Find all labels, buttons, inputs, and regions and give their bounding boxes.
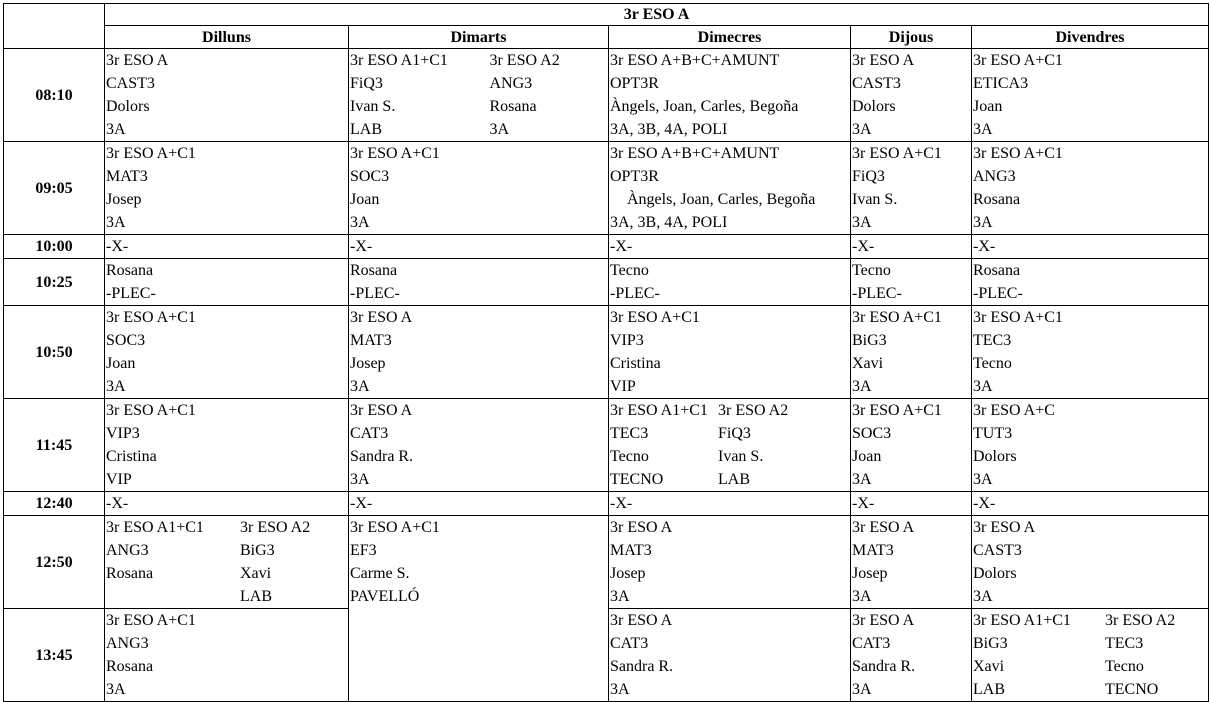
- lesson-teacher: Àngels, Joan, Carles, Begoña: [610, 98, 799, 115]
- timetable-row: [4, 492, 1209, 516]
- lesson-subject: SOC3: [852, 425, 892, 442]
- lesson-teacher: Cristina: [106, 448, 157, 465]
- lesson-room: 3A: [852, 378, 872, 395]
- lesson-cell-dimecres: [609, 399, 851, 492]
- time-slot-label: 10:50: [4, 306, 105, 399]
- lesson-cell-dimecres: [609, 516, 851, 609]
- group-title: 3r ESO A: [105, 4, 1209, 26]
- lesson-subject: CAT3: [852, 635, 891, 652]
- lesson-teacher: Sandra R.: [610, 658, 674, 675]
- lesson-group-name: 3r ESO A1+C1: [973, 612, 1071, 629]
- lesson-group-name: -X-: [106, 238, 129, 255]
- lesson-subject: -PLEC-: [973, 285, 1023, 302]
- lesson-room: 3A: [106, 681, 126, 698]
- time-slot-label: 11:45: [4, 399, 105, 492]
- lesson-group-name: 3r ESO A: [610, 612, 673, 629]
- lesson-teacher: Sandra R.: [350, 448, 414, 465]
- lesson-teacher: Josep: [610, 565, 646, 582]
- lesson-group-name: Tecno: [852, 262, 891, 279]
- lesson-group-name: 3r ESO A+C1: [106, 402, 196, 419]
- lesson-group: [1104, 609, 1207, 701]
- lesson-group: [349, 49, 488, 141]
- lesson-cell-dilluns: [105, 609, 349, 702]
- lesson-room: 3A: [106, 214, 126, 231]
- timetable-row: [4, 142, 1209, 235]
- lesson-subject: CAT3: [350, 425, 389, 442]
- lesson-cell-dimecres: [609, 609, 851, 702]
- corner-cell: [4, 4, 105, 49]
- lesson-group-name: 3r ESO A+C1: [973, 309, 1063, 326]
- lesson-teacher: Josep: [350, 355, 386, 372]
- lesson-cell-dimecres: [609, 306, 851, 399]
- lesson-subject: ETICA3: [973, 75, 1029, 92]
- lesson-room: 3A: [973, 378, 993, 395]
- lesson-subject: TEC3: [973, 332, 1012, 349]
- timetable-row: [4, 306, 1209, 399]
- lesson-cell-dilluns: [105, 49, 349, 142]
- lesson-group-name: 3r ESO A+C1: [350, 519, 440, 536]
- lesson-subject: CAT3: [610, 635, 649, 652]
- lesson-cell-dilluns: [105, 259, 349, 306]
- lesson-room: VIP: [610, 378, 636, 395]
- lesson-group-name: Rosana: [973, 262, 1021, 279]
- lesson-teacher: Xavi: [973, 658, 1005, 675]
- lesson-cell-divendres: [972, 49, 1209, 142]
- lesson-group-name: 3r ESO A+C1: [852, 309, 942, 326]
- lesson-subject: -PLEC-: [610, 285, 660, 302]
- lesson-teacher: Ivan S.: [350, 98, 396, 115]
- lesson-teacher: Ivan S.: [718, 448, 764, 465]
- lesson-group: [488, 49, 608, 141]
- lesson-cell-dijous: [851, 49, 972, 142]
- lesson-subject: EF3: [350, 542, 377, 559]
- lesson-room: 3A: [350, 378, 370, 395]
- timetable-row: [4, 516, 1209, 609]
- lesson-cell-dilluns: [105, 306, 349, 399]
- lesson-group-name: -X-: [852, 238, 875, 255]
- lesson-cell-dilluns: [105, 235, 349, 259]
- lesson-teacher: Dolors: [973, 565, 1017, 582]
- lesson-room: 3A: [973, 214, 993, 231]
- lesson-cell-dilluns: [105, 516, 349, 609]
- lesson-room: 3A: [852, 214, 872, 231]
- lesson-room: LAB: [973, 681, 1005, 698]
- time-slot-label: 10:00: [4, 235, 105, 259]
- lesson-subject: ANG3: [973, 168, 1016, 185]
- lesson-room: 3A: [973, 471, 993, 488]
- lesson-room: VIP: [106, 471, 132, 488]
- time-slot-label: 09:05: [4, 142, 105, 235]
- lesson-teacher: Tecno: [610, 448, 649, 465]
- lesson-subject: FiQ3: [350, 75, 383, 92]
- lesson-room: 3A: [610, 681, 630, 698]
- lesson-cell-dijous: [851, 259, 972, 306]
- lesson-room: 3A, 3B, 4A, POLI: [610, 214, 728, 231]
- lesson-group-name: 3r ESO A+B+C+AMUNT: [610, 52, 780, 69]
- lesson-subject: MAT3: [106, 168, 148, 185]
- lesson-cell-dimarts: [349, 142, 609, 235]
- day-header-dimecres: Dimecres: [609, 26, 851, 49]
- lesson-group-name: 3r ESO A+C1: [610, 309, 700, 326]
- lesson-teacher: Joan: [973, 98, 1003, 115]
- time-slot-label: 08:10: [4, 49, 105, 142]
- lesson-cell-dimarts: [349, 235, 609, 259]
- lesson-cell-dimecres: [609, 49, 851, 142]
- lesson-subject: MAT3: [852, 542, 894, 559]
- lesson-subject: FiQ3: [718, 425, 751, 442]
- lesson-group-name: 3r ESO A2: [1105, 612, 1176, 629]
- lesson-room: LAB: [718, 471, 750, 488]
- lesson-subject: OPT3R: [610, 75, 659, 92]
- lesson-group-name: 3r ESO A: [610, 519, 673, 536]
- lesson-room: [105, 585, 239, 608]
- lesson-subject: -PLEC-: [106, 285, 156, 302]
- lesson-group-name: 3r ESO A+C1: [973, 145, 1063, 162]
- lesson-cell-dilluns: [105, 142, 349, 235]
- lesson-room: 3A, 3B, 4A, POLI: [610, 121, 728, 138]
- lesson-group-name: 3r ESO A+C1: [106, 309, 196, 326]
- lesson-cell-dimarts: [349, 516, 609, 702]
- lesson-teacher: Rosana: [106, 658, 154, 675]
- lesson-subject: ANG3: [489, 75, 533, 92]
- lesson-teacher: Dolors: [852, 98, 896, 115]
- lesson-subject: TEC3: [1105, 635, 1144, 652]
- lesson-group-name: -X-: [610, 495, 633, 512]
- lesson-teacher: Ivan S.: [852, 191, 898, 208]
- lesson-group-name: Tecno: [610, 262, 649, 279]
- timetable-row: [4, 399, 1209, 492]
- lesson-group-name: 3r ESO A+C: [973, 402, 1055, 419]
- lesson-subject: BiG3: [240, 542, 275, 559]
- lesson-room: 3A: [973, 588, 993, 605]
- lesson-group-name: 3r ESO A: [350, 402, 413, 419]
- lesson-subject: -PLEC-: [852, 285, 902, 302]
- lesson-group-name: 3r ESO A+C1: [106, 612, 196, 629]
- lesson-subject: MAT3: [350, 332, 392, 349]
- lesson-teacher: Josep: [106, 191, 142, 208]
- lesson-group-name: 3r ESO A2: [489, 52, 560, 69]
- lesson-teacher: Joan: [350, 191, 380, 208]
- lesson-room: 3A: [106, 121, 126, 138]
- lesson-subject: VIP3: [610, 332, 644, 349]
- lesson-group-name: 3r ESO A+C1: [973, 52, 1063, 69]
- lesson-subject: BiG3: [852, 332, 887, 349]
- lesson-group-name: -X-: [350, 238, 373, 255]
- lesson-teacher: Xavi: [852, 355, 884, 372]
- lesson-subject: TUT3: [973, 425, 1013, 442]
- lesson-group-name: 3r ESO A2: [240, 519, 311, 536]
- time-slot-label: 13:45: [4, 609, 105, 702]
- lesson-teacher: Dolors: [106, 98, 150, 115]
- lesson-room: LAB: [240, 588, 272, 605]
- lesson-cell-dimecres: [609, 142, 851, 235]
- lesson-group-name: -X-: [852, 495, 875, 512]
- lesson-room: 3A: [852, 471, 872, 488]
- lesson-room: 3A: [852, 681, 872, 698]
- lesson-cell-divendres: [972, 492, 1209, 516]
- timetable: [3, 3, 1209, 702]
- time-slot-label: 12:40: [4, 492, 105, 516]
- lesson-group-name: 3r ESO A: [350, 309, 413, 326]
- lesson-group-name: -X-: [350, 495, 373, 512]
- lesson-teacher: Carme S.: [350, 565, 410, 582]
- lesson-cell-divendres: [972, 259, 1209, 306]
- lesson-group: [239, 516, 347, 608]
- lesson-teacher: Rosana: [489, 98, 537, 115]
- lesson-cell-divendres: [972, 516, 1209, 609]
- day-header-dilluns: Dilluns: [105, 26, 349, 49]
- lesson-group-name: 3r ESO A: [973, 519, 1036, 536]
- lesson-group: [609, 399, 717, 491]
- lesson-room: TECNO: [610, 471, 664, 488]
- lesson-teacher: Tecno: [1105, 658, 1144, 675]
- lesson-cell-dilluns: [105, 492, 349, 516]
- lesson-group-name: 3r ESO A+C1: [350, 145, 440, 162]
- lesson-teacher: Àngels, Joan, Carles, Begoña: [627, 191, 816, 208]
- lesson-cell-dijous: [851, 306, 972, 399]
- lesson-subject: SOC3: [106, 332, 146, 349]
- lesson-cell-divendres: [972, 235, 1209, 259]
- lesson-cell-divendres: [972, 609, 1209, 702]
- lesson-cell-dijous: [851, 492, 972, 516]
- lesson-group: [105, 516, 239, 608]
- lesson-teacher: Xavi: [240, 565, 272, 582]
- lesson-subject: FiQ3: [852, 168, 885, 185]
- lesson-room: 3A: [973, 121, 993, 138]
- lesson-teacher: Joan: [852, 448, 882, 465]
- lesson-subject: CAST3: [852, 75, 901, 92]
- lesson-cell-dimecres: [609, 235, 851, 259]
- lesson-teacher: Tecno: [973, 355, 1012, 372]
- lesson-teacher: Josep: [852, 565, 888, 582]
- lesson-group-name: 3r ESO A: [852, 52, 915, 69]
- timetable-row: [4, 235, 1209, 259]
- lesson-room: TECNO: [1105, 681, 1159, 698]
- lesson-subject: SOC3: [350, 168, 390, 185]
- timetable-row: [4, 259, 1209, 306]
- lesson-cell-dimecres: [609, 259, 851, 306]
- lesson-teacher: Rosana: [106, 565, 154, 582]
- lesson-subject: TEC3: [610, 425, 649, 442]
- lesson-room: 3A: [350, 214, 370, 231]
- lesson-subject: -PLEC-: [350, 285, 400, 302]
- lesson-group-name: -X-: [610, 238, 633, 255]
- day-header-dimarts: Dimarts: [349, 26, 609, 49]
- day-header-divendres: Divendres: [972, 26, 1209, 49]
- lesson-cell-dijous: [851, 142, 972, 235]
- lesson-group-name: Rosana: [350, 262, 398, 279]
- lesson-room: 3A: [350, 471, 370, 488]
- lesson-room: 3A: [852, 588, 872, 605]
- lesson-cell-dimarts: [349, 259, 609, 306]
- lesson-group-name: -X-: [973, 495, 996, 512]
- lesson-group-name: 3r ESO A: [106, 52, 169, 69]
- lesson-cell-dilluns: [105, 399, 349, 492]
- lesson-group-name: 3r ESO A1+C1: [106, 519, 204, 536]
- lesson-room: 3A: [106, 378, 126, 395]
- timetable-body: [4, 49, 1209, 702]
- lesson-group-name: 3r ESO A: [852, 519, 915, 536]
- lesson-room: 3A: [852, 121, 872, 138]
- lesson-subject: CAST3: [106, 75, 155, 92]
- lesson-cell-dijous: [851, 235, 972, 259]
- lesson-subject: CAST3: [973, 542, 1022, 559]
- lesson-teacher: Rosana: [973, 191, 1021, 208]
- lesson-cell-divendres: [972, 142, 1209, 235]
- lesson-cell-dimarts: [349, 49, 609, 142]
- lesson-cell-dimarts: [349, 492, 609, 516]
- lesson-group-name: 3r ESO A1+C1: [350, 52, 448, 69]
- lesson-room: PAVELLÓ: [350, 588, 420, 605]
- lesson-room: LAB: [350, 121, 382, 138]
- timetable-row: [4, 49, 1209, 142]
- lesson-cell-divendres: [972, 306, 1209, 399]
- lesson-group-name: 3r ESO A+C1: [106, 145, 196, 162]
- time-slot-label: 12:50: [4, 516, 105, 609]
- lesson-cell-dimarts: [349, 306, 609, 399]
- lesson-subject: VIP3: [106, 425, 140, 442]
- lesson-cell-dijous: [851, 609, 972, 702]
- lesson-group: [717, 399, 847, 491]
- lesson-teacher: Cristina: [610, 355, 661, 372]
- lesson-subject: MAT3: [610, 542, 652, 559]
- day-header-dijous: Dijous: [851, 26, 972, 49]
- lesson-teacher: Dolors: [973, 448, 1017, 465]
- lesson-subject: ANG3: [106, 635, 149, 652]
- lesson-subject: ANG3: [106, 542, 149, 559]
- lesson-subject: OPT3R: [610, 168, 659, 185]
- lesson-subject: BiG3: [973, 635, 1008, 652]
- lesson-group-name: 3r ESO A2: [718, 402, 789, 419]
- lesson-group-name: 3r ESO A1+C1: [610, 402, 708, 419]
- lesson-group-name: -X-: [106, 495, 129, 512]
- time-slot-label: 10:25: [4, 259, 105, 306]
- lesson-teacher: Joan: [106, 355, 136, 372]
- lesson-group-name: -X-: [973, 238, 996, 255]
- lesson-cell-dijous: [851, 399, 972, 492]
- lesson-group: [972, 609, 1104, 701]
- lesson-cell-dimecres: [609, 492, 851, 516]
- lesson-cell-dijous: [851, 516, 972, 609]
- lesson-room: 3A: [610, 588, 630, 605]
- lesson-cell-dimarts: [349, 399, 609, 492]
- lesson-group-name: 3r ESO A+C1: [852, 402, 942, 419]
- lesson-group-name: 3r ESO A+C1: [852, 145, 942, 162]
- lesson-group-name: 3r ESO A+B+C+AMUNT: [610, 145, 780, 162]
- lesson-group-name: 3r ESO A: [852, 612, 915, 629]
- lesson-group-name: Rosana: [106, 262, 154, 279]
- lesson-cell-divendres: [972, 399, 1209, 492]
- lesson-teacher: Sandra R.: [852, 658, 916, 675]
- lesson-room: 3A: [489, 121, 510, 138]
